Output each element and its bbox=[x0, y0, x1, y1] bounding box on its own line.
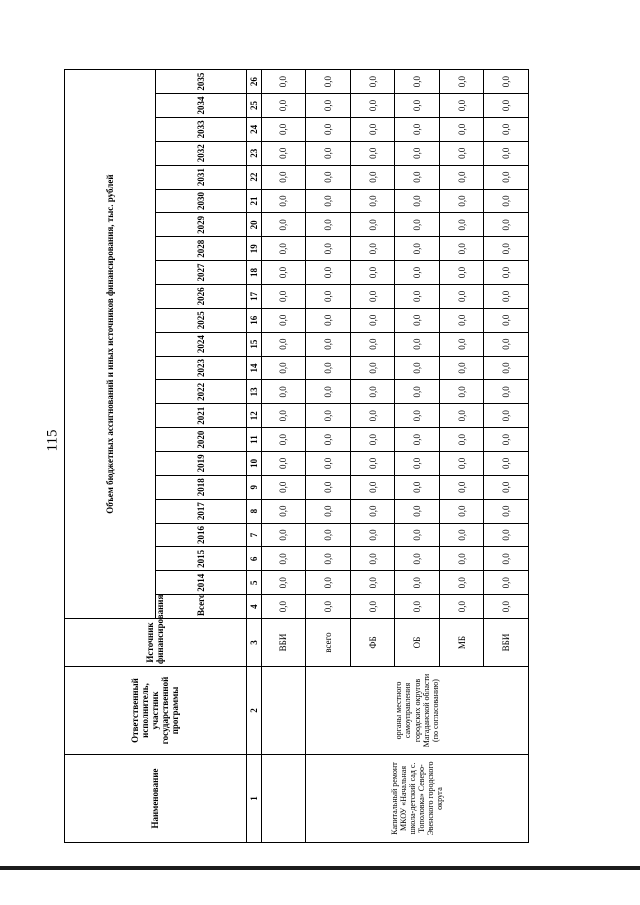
value-cell: 0,0 bbox=[261, 595, 306, 619]
value-cell: 0,0 bbox=[261, 475, 306, 499]
value-cell: 0,0 bbox=[484, 165, 529, 189]
value-cell: 0,0 bbox=[484, 141, 529, 165]
value-cell: 0,0 bbox=[261, 308, 306, 332]
value-cell: 0,0 bbox=[261, 237, 306, 261]
value-cell: 0,0 bbox=[395, 595, 440, 619]
value-cell: 0,0 bbox=[395, 284, 440, 308]
column-number: 15 bbox=[246, 332, 261, 356]
column-number: 22 bbox=[246, 165, 261, 189]
value-cell: 0,0 bbox=[306, 165, 351, 189]
item-name: Капитальный ремонт МКОУ «Начальная школа-детский сад с. Тополовка» Северо-Эвенского городского округа bbox=[306, 755, 529, 843]
value-cell: 0,0 bbox=[261, 499, 306, 523]
header-year: 2035 bbox=[155, 70, 246, 94]
source-cell: ВБИ bbox=[261, 619, 306, 667]
header-year: 2017 bbox=[155, 499, 246, 523]
value-cell: 0,0 bbox=[350, 261, 395, 285]
column-number: 17 bbox=[246, 284, 261, 308]
table-area bbox=[64, 70, 529, 843]
column-number: 16 bbox=[246, 308, 261, 332]
value-cell: 0,0 bbox=[350, 308, 395, 332]
table-row bbox=[306, 70, 351, 843]
value-cell: 0,0 bbox=[395, 117, 440, 141]
value-cell: 0,0 bbox=[306, 475, 351, 499]
value-cell: 0,0 bbox=[484, 70, 529, 94]
header-year: 2030 bbox=[155, 189, 246, 213]
header-year: 2014 bbox=[155, 571, 246, 595]
value-cell: 0,0 bbox=[484, 237, 529, 261]
value-cell: 0,0 bbox=[439, 404, 484, 428]
value-cell: 0,0 bbox=[261, 547, 306, 571]
value-cell: 0,0 bbox=[484, 428, 529, 452]
source-cell: ОБ bbox=[395, 619, 440, 667]
page-number: 115 bbox=[44, 429, 61, 452]
value-cell: 0,0 bbox=[350, 475, 395, 499]
value-cell: 0,0 bbox=[350, 499, 395, 523]
value-cell: 0,0 bbox=[395, 380, 440, 404]
item-responsible: органы местного самоуправления городских округов Магаданской области (по согласованию) bbox=[306, 667, 529, 755]
header-year: 2033 bbox=[155, 117, 246, 141]
value-cell: 0,0 bbox=[439, 380, 484, 404]
header-year: 2016 bbox=[155, 523, 246, 547]
value-cell: 0,0 bbox=[484, 595, 529, 619]
value-cell: 0,0 bbox=[306, 523, 351, 547]
value-cell: 0,0 bbox=[350, 70, 395, 94]
value-cell: 0,0 bbox=[484, 261, 529, 285]
value-cell: 0,0 bbox=[439, 117, 484, 141]
footer-rule bbox=[0, 866, 640, 870]
value-cell: 0,0 bbox=[439, 189, 484, 213]
value-cell: 0,0 bbox=[261, 380, 306, 404]
value-cell: 0,0 bbox=[439, 237, 484, 261]
rotated-table-wrapper bbox=[64, 70, 529, 843]
value-cell: 0,0 bbox=[306, 284, 351, 308]
value-cell: 0,0 bbox=[350, 213, 395, 237]
value-cell: 0,0 bbox=[261, 523, 306, 547]
value-cell: 0,0 bbox=[350, 595, 395, 619]
value-cell: 0,0 bbox=[261, 70, 306, 94]
value-cell: 0,0 bbox=[261, 141, 306, 165]
value-cell: 0,0 bbox=[395, 141, 440, 165]
header-year: 2025 bbox=[155, 308, 246, 332]
financing-table bbox=[64, 69, 529, 843]
source-cell: всего bbox=[306, 619, 351, 667]
value-cell: 0,0 bbox=[306, 94, 351, 118]
value-cell: 0,0 bbox=[350, 404, 395, 428]
value-cell: 0,0 bbox=[395, 70, 440, 94]
value-cell: 0,0 bbox=[261, 284, 306, 308]
value-cell: 0,0 bbox=[350, 380, 395, 404]
header-year: 2023 bbox=[155, 356, 246, 380]
column-number: 24 bbox=[246, 117, 261, 141]
value-cell: 0,0 bbox=[261, 332, 306, 356]
value-cell: 0,0 bbox=[395, 475, 440, 499]
value-cell: 0,0 bbox=[484, 189, 529, 213]
value-cell: 0,0 bbox=[395, 523, 440, 547]
column-number: 21 bbox=[246, 189, 261, 213]
header-year: 2019 bbox=[155, 451, 246, 475]
value-cell: 0,0 bbox=[306, 380, 351, 404]
value-cell: 0,0 bbox=[484, 499, 529, 523]
value-cell: 0,0 bbox=[395, 308, 440, 332]
value-cell: 0,0 bbox=[350, 428, 395, 452]
header-year: 2022 bbox=[155, 380, 246, 404]
header-year: 2031 bbox=[155, 165, 246, 189]
column-number: 1 bbox=[246, 755, 261, 843]
value-cell: 0,0 bbox=[261, 189, 306, 213]
header-volume-group: Объем бюджетных ассигнований и иных источников финансирования, тыс. рублей bbox=[65, 70, 156, 619]
value-cell: 0,0 bbox=[261, 451, 306, 475]
column-number: 23 bbox=[246, 141, 261, 165]
value-cell: 0,0 bbox=[350, 451, 395, 475]
value-cell: 0,0 bbox=[439, 284, 484, 308]
value-cell: 0,0 bbox=[484, 380, 529, 404]
column-number: 6 bbox=[246, 547, 261, 571]
header-sources: Источник финансирования bbox=[65, 619, 247, 667]
value-cell: 0,0 bbox=[484, 523, 529, 547]
value-cell: 0,0 bbox=[306, 189, 351, 213]
value-cell: 0,0 bbox=[306, 595, 351, 619]
value-cell: 0,0 bbox=[395, 499, 440, 523]
value-cell: 0,0 bbox=[484, 547, 529, 571]
value-cell: 0,0 bbox=[395, 356, 440, 380]
header-year: 2021 bbox=[155, 404, 246, 428]
value-cell: 0,0 bbox=[439, 547, 484, 571]
value-cell: 0,0 bbox=[261, 213, 306, 237]
source-cell: МБ bbox=[439, 619, 484, 667]
column-number: 9 bbox=[246, 475, 261, 499]
value-cell: 0,0 bbox=[350, 189, 395, 213]
column-number: 3 bbox=[246, 619, 261, 667]
value-cell: 0,0 bbox=[306, 141, 351, 165]
header-responsible: Ответственный исполнитель, участник государственной программы bbox=[65, 667, 247, 755]
header-total: Всего bbox=[155, 595, 246, 619]
value-cell: 0,0 bbox=[306, 547, 351, 571]
value-cell: 0,0 bbox=[395, 428, 440, 452]
value-cell: 0,0 bbox=[261, 165, 306, 189]
value-cell: 0,0 bbox=[395, 94, 440, 118]
column-number: 25 bbox=[246, 94, 261, 118]
value-cell: 0,0 bbox=[306, 332, 351, 356]
value-cell: 0,0 bbox=[395, 547, 440, 571]
header-year: 2024 bbox=[155, 332, 246, 356]
value-cell: 0,0 bbox=[439, 523, 484, 547]
header-year: 2034 bbox=[155, 94, 246, 118]
value-cell: 0,0 bbox=[261, 428, 306, 452]
value-cell: 0,0 bbox=[439, 94, 484, 118]
value-cell: 0,0 bbox=[350, 94, 395, 118]
value-cell: 0,0 bbox=[439, 308, 484, 332]
value-cell: 0,0 bbox=[484, 117, 529, 141]
value-cell: 0,0 bbox=[439, 70, 484, 94]
header-year: 2029 bbox=[155, 213, 246, 237]
value-cell: 0,0 bbox=[350, 547, 395, 571]
header-year: 2015 bbox=[155, 547, 246, 571]
column-number: 26 bbox=[246, 70, 261, 94]
value-cell: 0,0 bbox=[306, 428, 351, 452]
column-number: 10 bbox=[246, 451, 261, 475]
value-cell: 0,0 bbox=[484, 404, 529, 428]
value-cell: 0,0 bbox=[350, 332, 395, 356]
value-cell: 0,0 bbox=[261, 94, 306, 118]
value-cell: 0,0 bbox=[306, 571, 351, 595]
row-name-empty bbox=[261, 755, 306, 843]
column-number: 13 bbox=[246, 380, 261, 404]
value-cell: 0,0 bbox=[439, 571, 484, 595]
header-year: 2027 bbox=[155, 261, 246, 285]
source-cell: ФБ bbox=[350, 619, 395, 667]
value-cell: 0,0 bbox=[484, 332, 529, 356]
value-cell: 0,0 bbox=[350, 356, 395, 380]
value-cell: 0,0 bbox=[439, 356, 484, 380]
value-cell: 0,0 bbox=[484, 451, 529, 475]
value-cell: 0,0 bbox=[484, 475, 529, 499]
column-number: 11 bbox=[246, 428, 261, 452]
value-cell: 0,0 bbox=[350, 141, 395, 165]
header-year: 2026 bbox=[155, 284, 246, 308]
value-cell: 0,0 bbox=[261, 404, 306, 428]
value-cell: 0,0 bbox=[439, 165, 484, 189]
column-numbers-row bbox=[246, 70, 261, 843]
row-responsible-empty bbox=[261, 667, 306, 755]
column-number: 7 bbox=[246, 523, 261, 547]
value-cell: 0,0 bbox=[484, 308, 529, 332]
value-cell: 0,0 bbox=[484, 571, 529, 595]
value-cell: 0,0 bbox=[306, 308, 351, 332]
table-row bbox=[261, 70, 306, 843]
value-cell: 0,0 bbox=[350, 523, 395, 547]
value-cell: 0,0 bbox=[350, 165, 395, 189]
value-cell: 0,0 bbox=[306, 117, 351, 141]
column-number: 4 bbox=[246, 595, 261, 619]
value-cell: 0,0 bbox=[306, 213, 351, 237]
header-year: 2018 bbox=[155, 475, 246, 499]
value-cell: 0,0 bbox=[484, 284, 529, 308]
value-cell: 0,0 bbox=[261, 261, 306, 285]
column-number: 19 bbox=[246, 237, 261, 261]
source-cell: ВБИ bbox=[484, 619, 529, 667]
column-number: 5 bbox=[246, 571, 261, 595]
value-cell: 0,0 bbox=[306, 451, 351, 475]
value-cell: 0,0 bbox=[306, 404, 351, 428]
value-cell: 0,0 bbox=[395, 165, 440, 189]
value-cell: 0,0 bbox=[484, 356, 529, 380]
value-cell: 0,0 bbox=[395, 261, 440, 285]
column-number: 18 bbox=[246, 261, 261, 285]
value-cell: 0,0 bbox=[261, 117, 306, 141]
value-cell: 0,0 bbox=[306, 70, 351, 94]
header-year: 2032 bbox=[155, 141, 246, 165]
value-cell: 0,0 bbox=[439, 475, 484, 499]
header-year: 2020 bbox=[155, 428, 246, 452]
value-cell: 0,0 bbox=[350, 237, 395, 261]
column-number: 14 bbox=[246, 356, 261, 380]
value-cell: 0,0 bbox=[395, 571, 440, 595]
value-cell: 0,0 bbox=[306, 356, 351, 380]
value-cell: 0,0 bbox=[306, 237, 351, 261]
value-cell: 0,0 bbox=[439, 141, 484, 165]
value-cell: 0,0 bbox=[350, 284, 395, 308]
value-cell: 0,0 bbox=[439, 595, 484, 619]
column-number: 8 bbox=[246, 499, 261, 523]
value-cell: 0,0 bbox=[350, 117, 395, 141]
value-cell: 0,0 bbox=[439, 499, 484, 523]
value-cell: 0,0 bbox=[261, 571, 306, 595]
header-row-1 bbox=[65, 70, 156, 843]
value-cell: 0,0 bbox=[395, 237, 440, 261]
value-cell: 0,0 bbox=[439, 261, 484, 285]
column-number: 2 bbox=[246, 667, 261, 755]
value-cell: 0,0 bbox=[484, 94, 529, 118]
header-year: 2028 bbox=[155, 237, 246, 261]
value-cell: 0,0 bbox=[439, 213, 484, 237]
column-number: 12 bbox=[246, 404, 261, 428]
value-cell: 0,0 bbox=[395, 332, 440, 356]
value-cell: 0,0 bbox=[395, 189, 440, 213]
column-number: 20 bbox=[246, 213, 261, 237]
value-cell: 0,0 bbox=[439, 428, 484, 452]
value-cell: 0,0 bbox=[484, 213, 529, 237]
value-cell: 0,0 bbox=[439, 332, 484, 356]
header-name: Наименование bbox=[65, 755, 247, 843]
value-cell: 0,0 bbox=[261, 356, 306, 380]
value-cell: 0,0 bbox=[395, 213, 440, 237]
value-cell: 0,0 bbox=[306, 499, 351, 523]
value-cell: 0,0 bbox=[395, 404, 440, 428]
value-cell: 0,0 bbox=[439, 451, 484, 475]
value-cell: 0,0 bbox=[350, 571, 395, 595]
value-cell: 0,0 bbox=[395, 451, 440, 475]
value-cell: 0,0 bbox=[306, 261, 351, 285]
